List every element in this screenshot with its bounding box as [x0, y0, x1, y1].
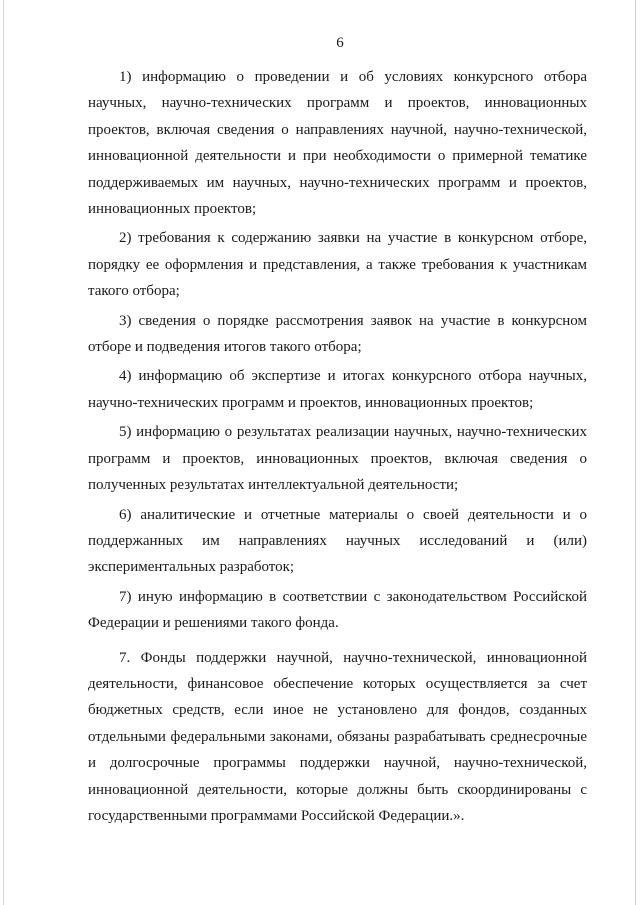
document-body — [88, 64, 587, 829]
paragraph-section-7: 7. Фонды поддержки научной, научно-технической, инновационной деятельности, финансовое обеспечение которых осуществляется за счет бюджетных средств, если иное не установлено для фондов, созданных отдельными федеральными законами, обязаны разрабатывать среднесрочные и долгосрочные программы поддержки научной, научно-технической, инновационной деятельности, которые должны быть скоординированы с государственными программами Российской Федерации.». — [88, 649, 587, 824]
paragraph-item-6: 6) аналитические и отчетные материалы о своей деятельности и о поддержанных им направлениях научных исследований и (или) экспериментальных разработок; — [88, 506, 587, 576]
paragraph-item-2: 2) требования к содержанию заявки на участие в конкурсном отборе, порядку ее оформления и представления, а также требования к участникам такого отбора; — [88, 230, 587, 300]
paragraph-item-3: 3) сведения о порядке рассмотрения заявок на участие в конкурсном отборе и подведения итогов такого отбора; — [88, 312, 587, 356]
scan-edge-left — [3, 0, 4, 905]
paragraph-item-7: 7) иную информацию в соответствии с законодательством Российской Федерации и решениями такого фонда. — [88, 588, 587, 632]
paragraph-item-5: 5) информацию о результатах реализации научных, научно-технических программ и проектов, инновационных проектов, включая сведения о полученных результатах интеллектуальной деятельности; — [88, 424, 587, 494]
scan-edge-right — [635, 0, 636, 905]
paragraph-item-4: 4) информацию об экспертизе и итогах конкурсного отбора научных, научно-технических программ и проектов, инновационных проектов; — [88, 368, 587, 411]
paragraph-item-1: 1) информацию о проведении и об условиях конкурсного отбора научных, научно-технических программ и проектов, инновационных проектов, включая сведения о направлениях научной, научно-технической, инновационной деятельности и при необходимости о примерной тематике поддерживаемых им научных, научно-технических программ и проектов, инновационных проектов; — [88, 69, 587, 218]
page-number: 6 — [336, 35, 344, 51]
